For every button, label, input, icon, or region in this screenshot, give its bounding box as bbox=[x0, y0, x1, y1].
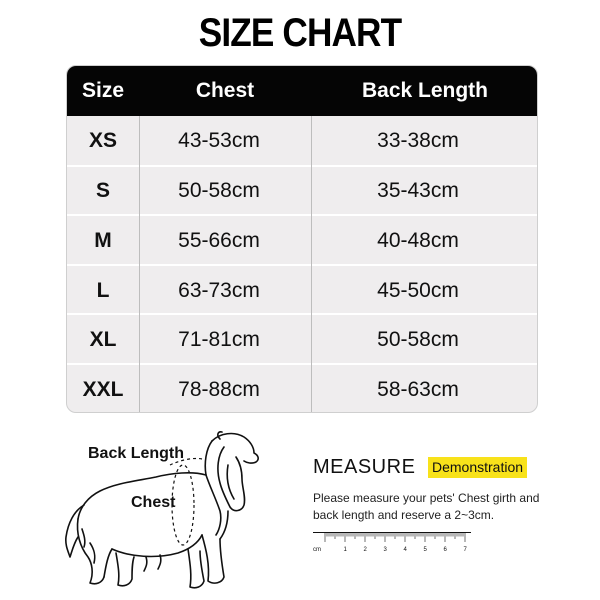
chest-cell: 55-66cm bbox=[178, 229, 260, 252]
back-length-cell: 33-38cm bbox=[377, 129, 459, 152]
demonstration-badge: Demonstration bbox=[428, 457, 527, 478]
ruler-number: 4 bbox=[403, 547, 407, 553]
chest-label: Chest bbox=[131, 494, 176, 511]
chest-cell: 78-88cm bbox=[178, 378, 260, 401]
size-cell: XXL bbox=[82, 378, 124, 401]
back-length-cell: 35-43cm bbox=[377, 179, 459, 202]
chest-cell: 43-53cm bbox=[178, 129, 260, 152]
back-length-cell: 40-48cm bbox=[377, 229, 459, 252]
back-length-cell: 45-50cm bbox=[377, 279, 459, 302]
size-cell: L bbox=[96, 279, 110, 302]
table-row bbox=[67, 315, 537, 364]
table-row bbox=[67, 116, 537, 165]
ruler-number: 2 bbox=[363, 547, 367, 553]
table-row bbox=[67, 216, 537, 265]
measure-instructions: Please measure your pets' Chest girth and back length and reserve a 2~3cm. bbox=[313, 491, 540, 522]
ruler-number: 6 bbox=[443, 547, 447, 553]
size-cell: M bbox=[94, 229, 112, 252]
table-row bbox=[67, 365, 537, 413]
chest-cell: 50-58cm bbox=[178, 179, 260, 202]
back-length-cell: 50-58cm bbox=[377, 328, 459, 351]
back-length-cell: 58-63cm bbox=[377, 378, 459, 401]
chest-cell: 63-73cm bbox=[178, 279, 260, 302]
table-row bbox=[67, 166, 537, 215]
chest-cell: 71-81cm bbox=[178, 328, 260, 351]
ruler-number: 1 bbox=[343, 547, 347, 553]
ruler-icon bbox=[313, 532, 473, 554]
header-size: Size bbox=[81, 79, 125, 102]
table-header bbox=[67, 66, 537, 116]
back-length-label: Back Length bbox=[88, 445, 185, 462]
ruler-number: 5 bbox=[423, 547, 427, 553]
table-row bbox=[67, 266, 537, 315]
size-cell: S bbox=[95, 179, 110, 202]
ruler-number: 7 bbox=[463, 547, 467, 553]
size-table bbox=[66, 65, 538, 413]
size-cell: XS bbox=[88, 129, 117, 152]
measure-heading: MEASURE bbox=[313, 456, 416, 478]
column-divider bbox=[311, 116, 312, 413]
page-title: SIZE CHART bbox=[198, 11, 402, 55]
header-chest: Chest bbox=[195, 79, 255, 102]
size-cell: XL bbox=[89, 328, 117, 351]
header-back-length: Back Length bbox=[361, 79, 489, 102]
ruler-unit-label: cm bbox=[313, 547, 321, 553]
column-divider bbox=[139, 116, 140, 413]
ruler-number: 3 bbox=[383, 547, 387, 553]
